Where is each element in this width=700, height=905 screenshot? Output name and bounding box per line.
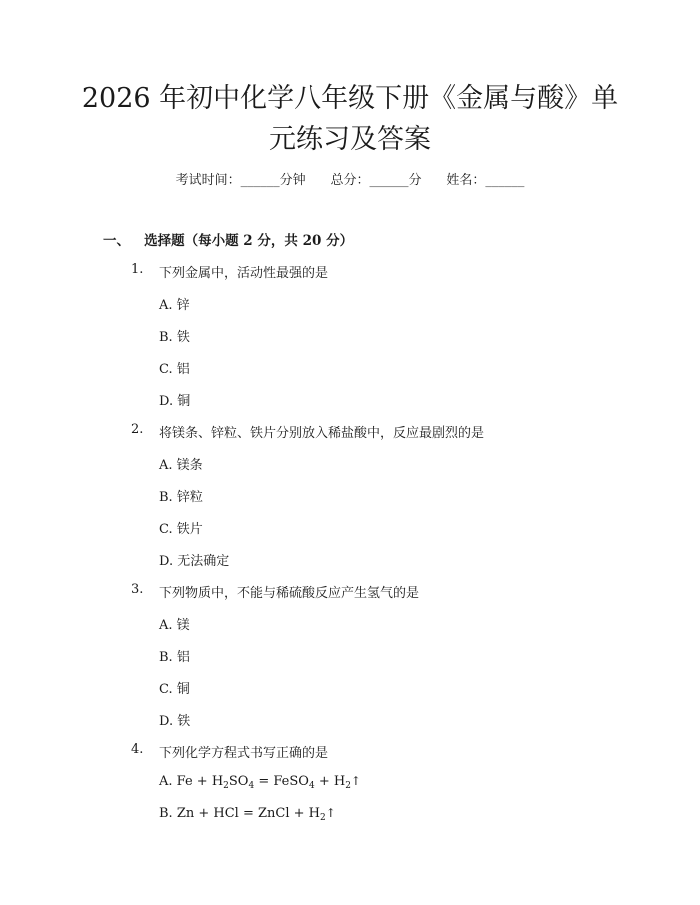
subscript: 2 xyxy=(345,781,351,791)
section-heading xyxy=(103,229,353,249)
option-label: A. xyxy=(159,774,173,789)
option: D. 铜 xyxy=(159,394,191,409)
question-text: 下列化学方程式书写正确的是 xyxy=(159,746,329,761)
option: B. 铝 xyxy=(159,650,190,665)
subscript: 4 xyxy=(308,781,315,791)
question-text: 将镁条、锌粒、铁片分别放入稀盐酸中，反应最剧烈的是 xyxy=(159,426,485,441)
title-line-1: 2026 年初中化学八年级下册《金属与酸》单 xyxy=(81,83,619,114)
formula-part: SO xyxy=(228,774,249,789)
section-title: 选择题（每小题 2 分，共 20 分） xyxy=(144,233,354,249)
option: D. 铁 xyxy=(159,714,191,729)
option-formula-b xyxy=(159,806,336,823)
option: A. 镁 xyxy=(159,618,190,633)
name-label: 姓名： xyxy=(446,173,486,188)
time-label: 考试时间： xyxy=(175,173,241,188)
name-blank: ______ xyxy=(485,173,525,188)
option: C. 铝 xyxy=(159,362,190,377)
subscript: 2 xyxy=(223,781,229,791)
score-blank: ______ xyxy=(369,173,409,188)
option-formula-a xyxy=(159,774,361,791)
option: D. 无法确定 xyxy=(159,554,230,569)
subscript: 4 xyxy=(248,781,255,791)
question-text: 下列金属中，活动性最强的是 xyxy=(159,266,329,281)
option-label: B. xyxy=(159,806,173,821)
document-title xyxy=(70,78,630,160)
section-number: 一、 xyxy=(103,233,130,249)
time-blank: ______ xyxy=(240,173,280,188)
score-label: 总分： xyxy=(330,173,370,188)
question-number: 3. xyxy=(131,582,144,597)
formula-part: Zn + HCl = ZnCl + H xyxy=(176,806,320,821)
exam-info-line xyxy=(0,169,700,188)
title-line-2: 元练习及答案 xyxy=(269,124,431,155)
time-unit: 分钟 xyxy=(279,173,306,188)
option: C. 铜 xyxy=(159,682,190,697)
option: B. 锌粒 xyxy=(159,490,203,505)
formula-part: Fe + H xyxy=(176,774,224,789)
question-number: 2. xyxy=(131,422,144,437)
option: B. 铁 xyxy=(159,330,190,345)
formula-part: = FeSO xyxy=(254,774,309,789)
gas-arrow-icon: ↑ xyxy=(350,774,361,788)
option: A. 镁条 xyxy=(159,458,203,473)
score-unit: 分 xyxy=(408,173,422,188)
option: A. 锌 xyxy=(159,298,190,313)
subscript: 2 xyxy=(320,813,326,823)
gas-arrow-icon: ↑ xyxy=(325,806,336,820)
formula-part: + H xyxy=(314,774,346,789)
question-text: 下列物质中，不能与稀硫酸反应产生氢气的是 xyxy=(159,586,420,601)
option: C. 铁片 xyxy=(159,522,203,537)
question-number: 1. xyxy=(131,262,144,277)
question-number: 4. xyxy=(131,742,144,757)
